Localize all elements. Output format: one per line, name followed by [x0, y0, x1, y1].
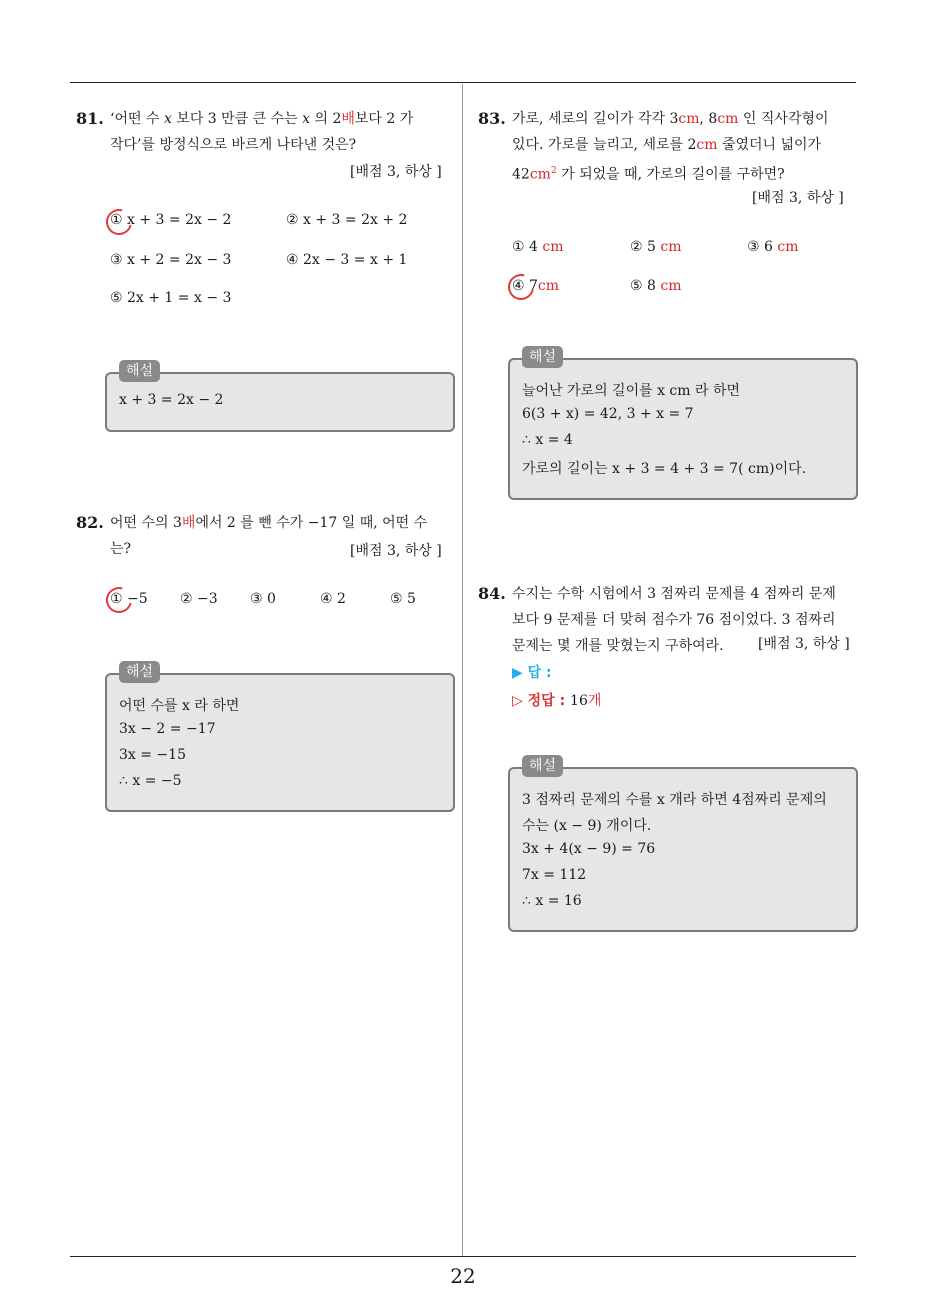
- solution-tag: 해설: [119, 360, 160, 382]
- question-81: [76, 106, 456, 158]
- answer-label: ▶ 답 :: [512, 665, 552, 681]
- solution-box: [508, 349, 858, 500]
- solution-tag: 해설: [119, 661, 160, 683]
- question-83: [478, 106, 862, 188]
- option-1[interactable]: ① x + 3 = 2x − 2: [110, 212, 232, 228]
- solution-line: x + 3 = 2x − 2: [119, 392, 224, 408]
- top-rule: [70, 82, 856, 83]
- option-4[interactable]: ④ 7cm: [512, 278, 560, 294]
- question-text: 어떤 수의 3배에서 2 를 뺀 수가 −17 일 때, 어떤 수 는?: [110, 515, 428, 557]
- score-meta: [배점 3, 하상 ]: [758, 636, 850, 652]
- score-meta: [배점 3, 하상 ]: [350, 543, 442, 559]
- option-5[interactable]: ⑤ 5: [390, 591, 416, 607]
- solution-line: 7x = 112: [522, 867, 587, 883]
- option-4[interactable]: ④ 2: [320, 591, 346, 607]
- column-divider: [462, 84, 463, 1256]
- solution-box: [105, 664, 455, 812]
- solution-tag: 해설: [522, 755, 563, 777]
- solution-line: ∴ x = 4: [522, 432, 573, 448]
- solution-line: ∴ x = 16: [522, 893, 582, 909]
- option-5[interactable]: ⑤ 8 cm: [630, 278, 682, 294]
- question-number: 81.: [76, 109, 104, 128]
- option-4[interactable]: ④ 2x − 3 = x + 1: [286, 252, 408, 268]
- correct-answer: ▷ 정답 : 16개: [512, 693, 602, 709]
- question-text: 수지는 수학 시험에서 3 점짜리 문제를 4 점짜리 문제 보다 9 문제를 더 맞혀 점수가 76 점이었다. 3 점짜리 문제는 몇 개를 맞혔는지 구하여라.: [512, 586, 836, 654]
- solution-line: 수는 (x − 9) 개이다.: [522, 818, 652, 834]
- option-1[interactable]: ① −5: [110, 591, 148, 607]
- option-2[interactable]: ② 5 cm: [630, 239, 682, 255]
- solution-line: 어떤 수를 x 라 하면: [119, 698, 240, 714]
- question-number: 84.: [478, 584, 506, 603]
- solution-line: 3x − 2 = −17: [119, 721, 216, 737]
- score-meta: [배점 3, 하상 ]: [350, 164, 442, 180]
- page-number: 22: [450, 1264, 476, 1288]
- solution-line: 늘어난 가로의 길이를 x cm 라 하면: [522, 383, 741, 399]
- question-text: ‘어떤 수 x 보다 3 만큼 큰 수는 x 의 2배보다 2 가 작다’를 방정식으로 바르게 나타낸 것은?: [110, 111, 414, 153]
- option-2[interactable]: ② x + 3 = 2x + 2: [286, 212, 408, 228]
- score-meta: [배점 3, 하상 ]: [752, 190, 844, 206]
- option-2[interactable]: ② −3: [180, 591, 218, 607]
- solution-line: 6(3 + x) = 42, 3 + x = 7: [522, 406, 694, 422]
- solution-line: 3x = −15: [119, 747, 186, 763]
- option-3[interactable]: ③ x + 2 = 2x − 3: [110, 252, 232, 268]
- solution-line: 가로의 길이는 x + 3 = 4 + 3 = 7( cm)이다.: [522, 461, 807, 477]
- question-number: 82.: [76, 513, 104, 532]
- solution-line: 3 점짜리 문제의 수를 x 개라 하면 4점짜리 문제의: [522, 792, 827, 808]
- question-text: 가로, 세로의 길이가 각각 3cm, 8cm 인 직사각형이 있다. 가로를 늘리고, 세로를 2cm 줄였더니 넓이가 $42cm^2$ 가 되었을 때, 가로의 길이를 구하면?: [512, 111, 829, 183]
- option-3[interactable]: ③ 6 cm: [747, 239, 799, 255]
- solution-line: 3x + 4(x − 9) = 76: [522, 841, 656, 857]
- option-5[interactable]: ⑤ 2x + 1 = x − 3: [110, 290, 232, 306]
- question-number: 83.: [478, 109, 506, 128]
- solution-box: [508, 758, 858, 932]
- option-3[interactable]: ③ 0: [250, 591, 276, 607]
- solution-tag: 해설: [522, 346, 563, 368]
- solution-line: ∴ x = −5: [119, 773, 182, 789]
- option-1[interactable]: ① 4 cm: [512, 239, 564, 255]
- solution-box: [105, 363, 455, 432]
- bottom-rule: [70, 1256, 856, 1257]
